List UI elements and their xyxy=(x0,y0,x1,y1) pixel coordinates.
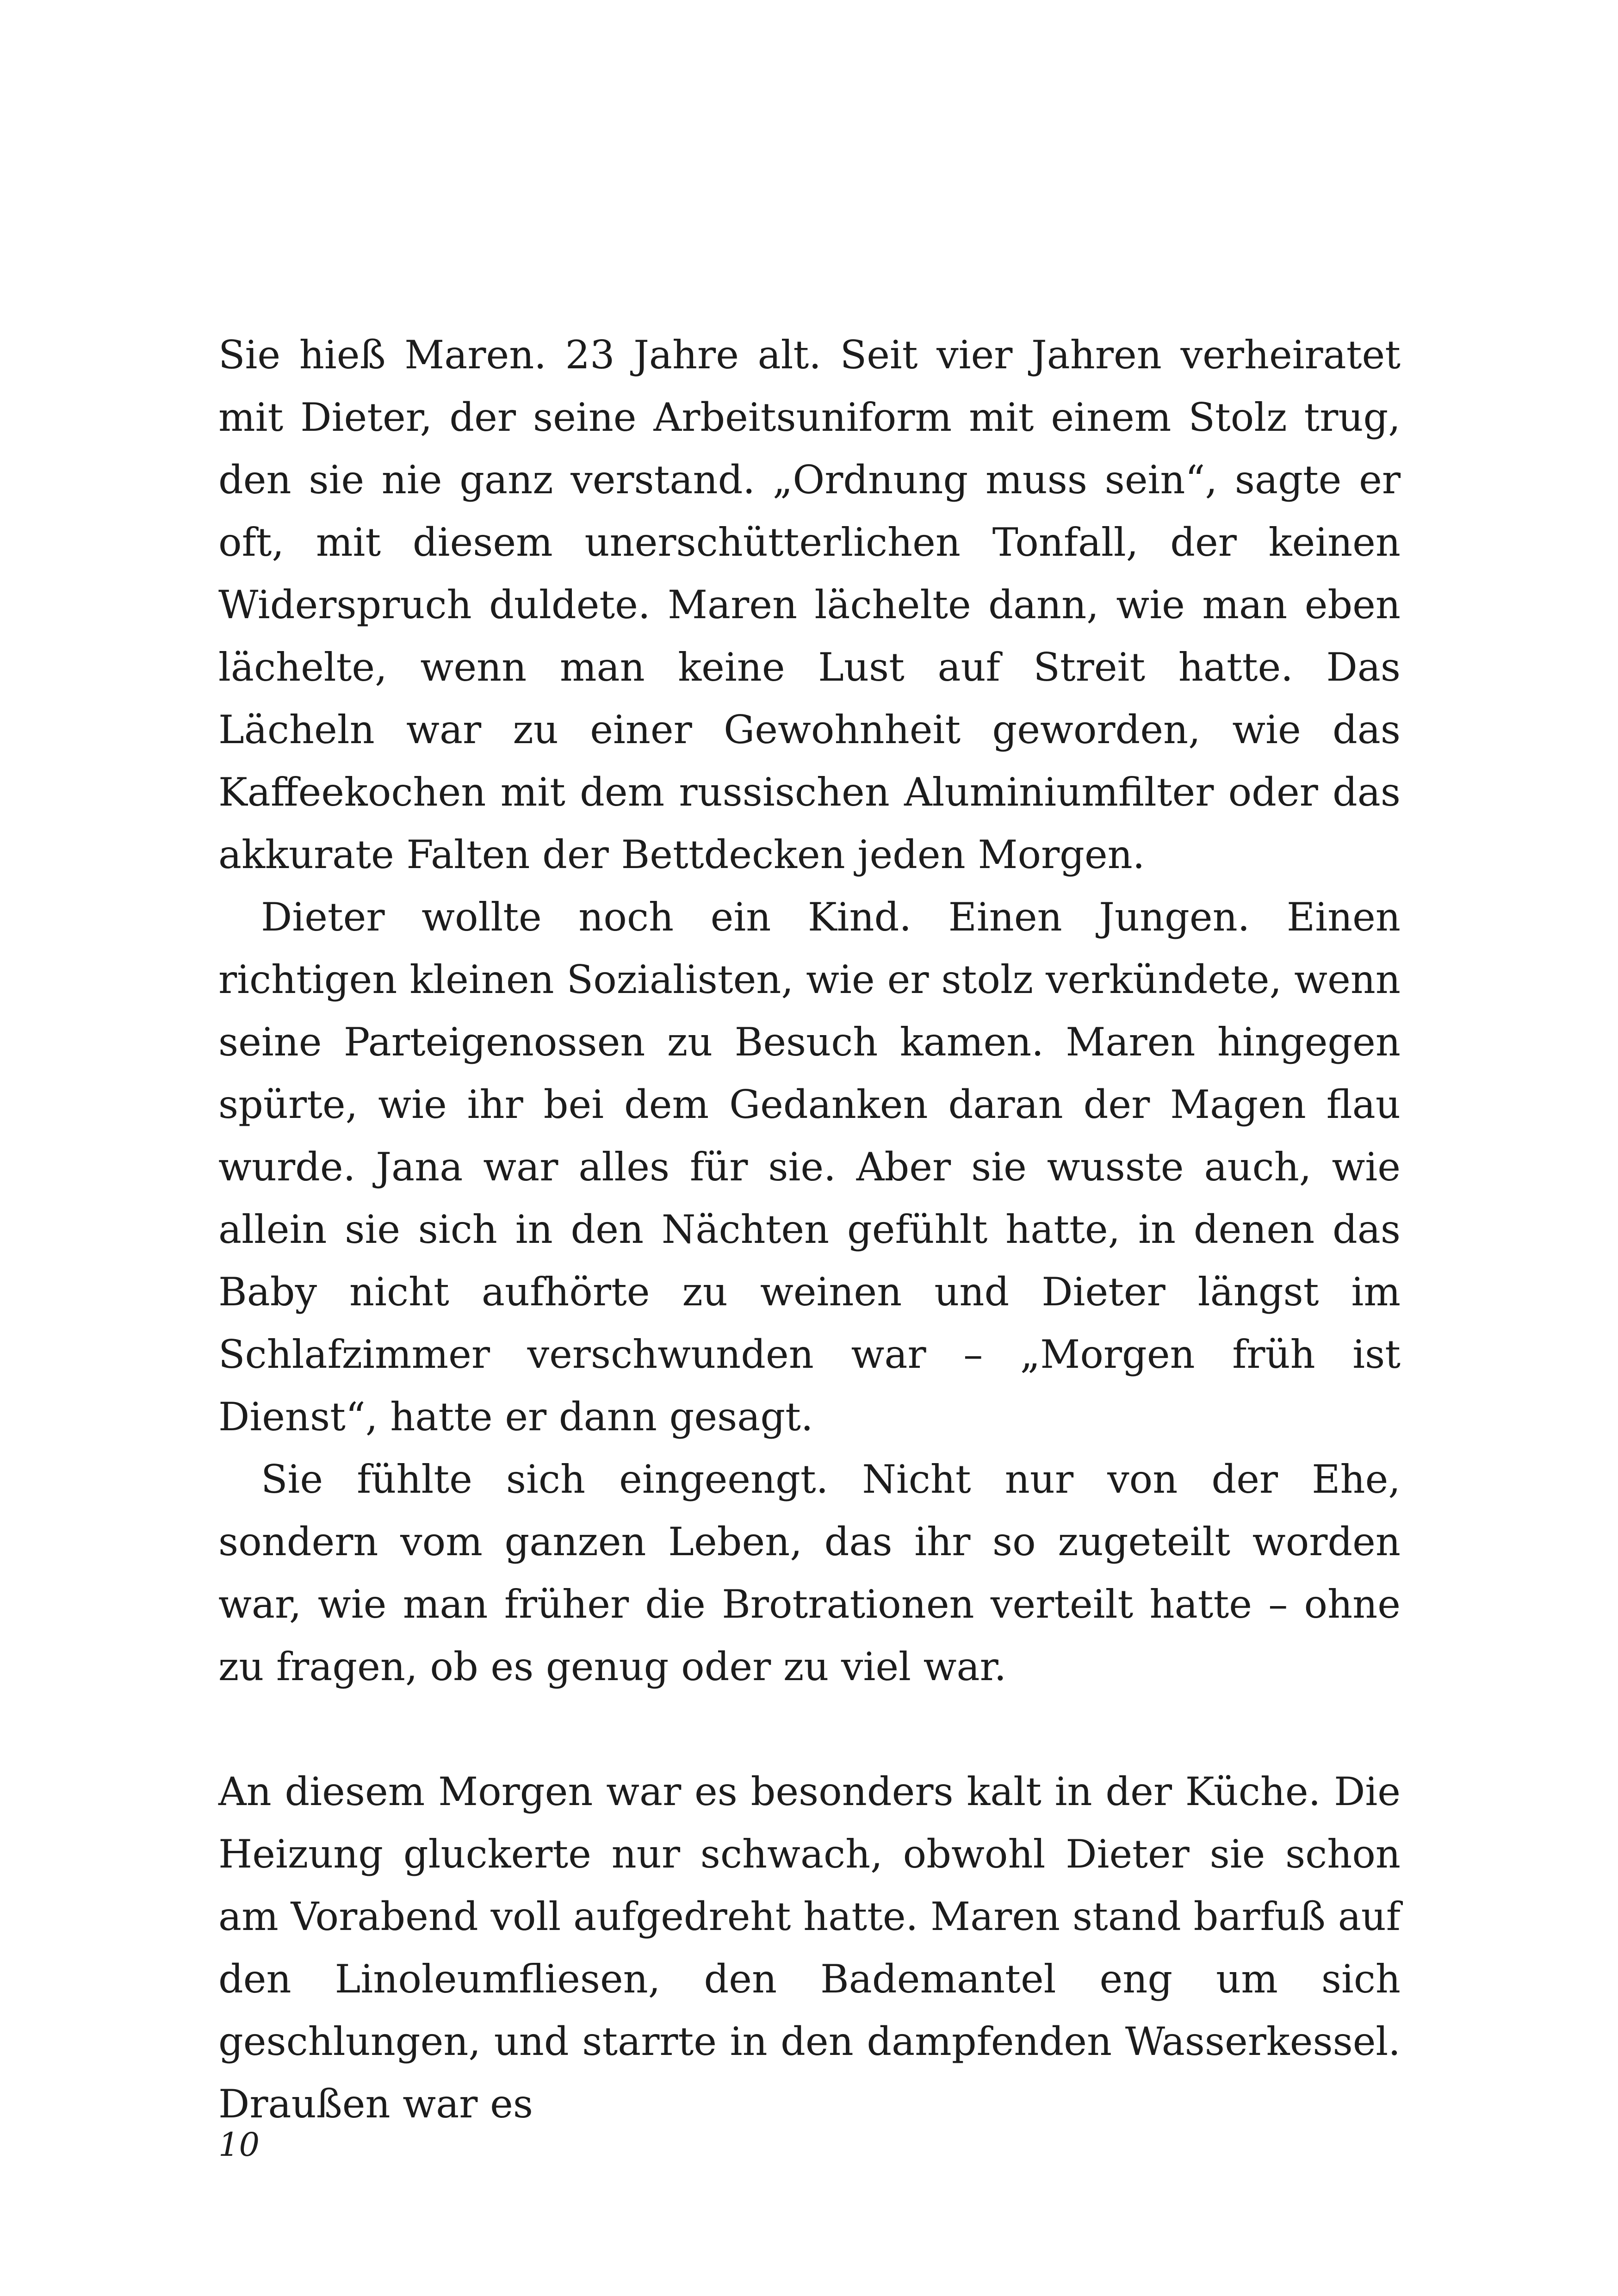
paragraph-3: Sie fühlte sich eingeengt. Nicht nur von der Ehe, sondern vom ganzen Leben, das ihr so zugeteilt worden war, wie man früher die Brotrationen verteilt hatte – ohne zu fragen, ob es genug oder zu viel war. xyxy=(218,1457,1401,1689)
paragraph-1: Sie hieß Maren. 23 Jahre alt. Seit vier Jahren verheiratet mit Dieter, der seine Arbeitsuniform mit einem Stolz trug, den sie nie ganz verstand. „Ordnung muss sein“, sagte er oft, mit diesem unerschütterlichen Tonfall, der keinen Widerspruch duldete. Maren lächelte dann, wie man eben lächelte, wenn man keine Lust auf Streit hatte. Das Lächeln war zu einer Gewohnheit geworden, wie das Kaffeekochen mit dem russischen Aluminiumfilter oder das akkurate Falten der Bettdecken jeden Morgen. xyxy=(218,332,1401,877)
body-text xyxy=(218,324,1401,2135)
section-break xyxy=(218,1698,1401,1761)
paragraph-2: Dieter wollte noch ein Kind. Einen Jungen. Einen richtigen kleinen Sozialisten, wie er stolz verkündete, wenn seine Parteigenossen zu Besuch kamen. Maren hingegen spürte, wie ihr bei dem Gedanken daran der Magen flau wurde. Jana war alles für sie. Aber sie wusste auch, wie allein sie sich in den Nächten gefühlt hatte, in denen das Baby nicht aufhörte zu weinen und Dieter längst im Schlafzimmer verschwunden war – „Morgen früh ist Dienst“, hatte er dann gesagt. xyxy=(218,894,1401,1440)
paragraph-4: An diesem Morgen war es besonders kalt in der Küche. Die Heizung gluckerte nur schwach, obwohl Dieter sie schon am Vorabend voll aufgedreht hatte. Maren stand barfuß auf den Linoleumfliesen, den Bademantel eng um sich geschlungen, und starrte in den dampfenden Wasserkessel. Draußen war es xyxy=(218,1769,1401,2127)
page-number: 10 xyxy=(218,2126,260,2164)
